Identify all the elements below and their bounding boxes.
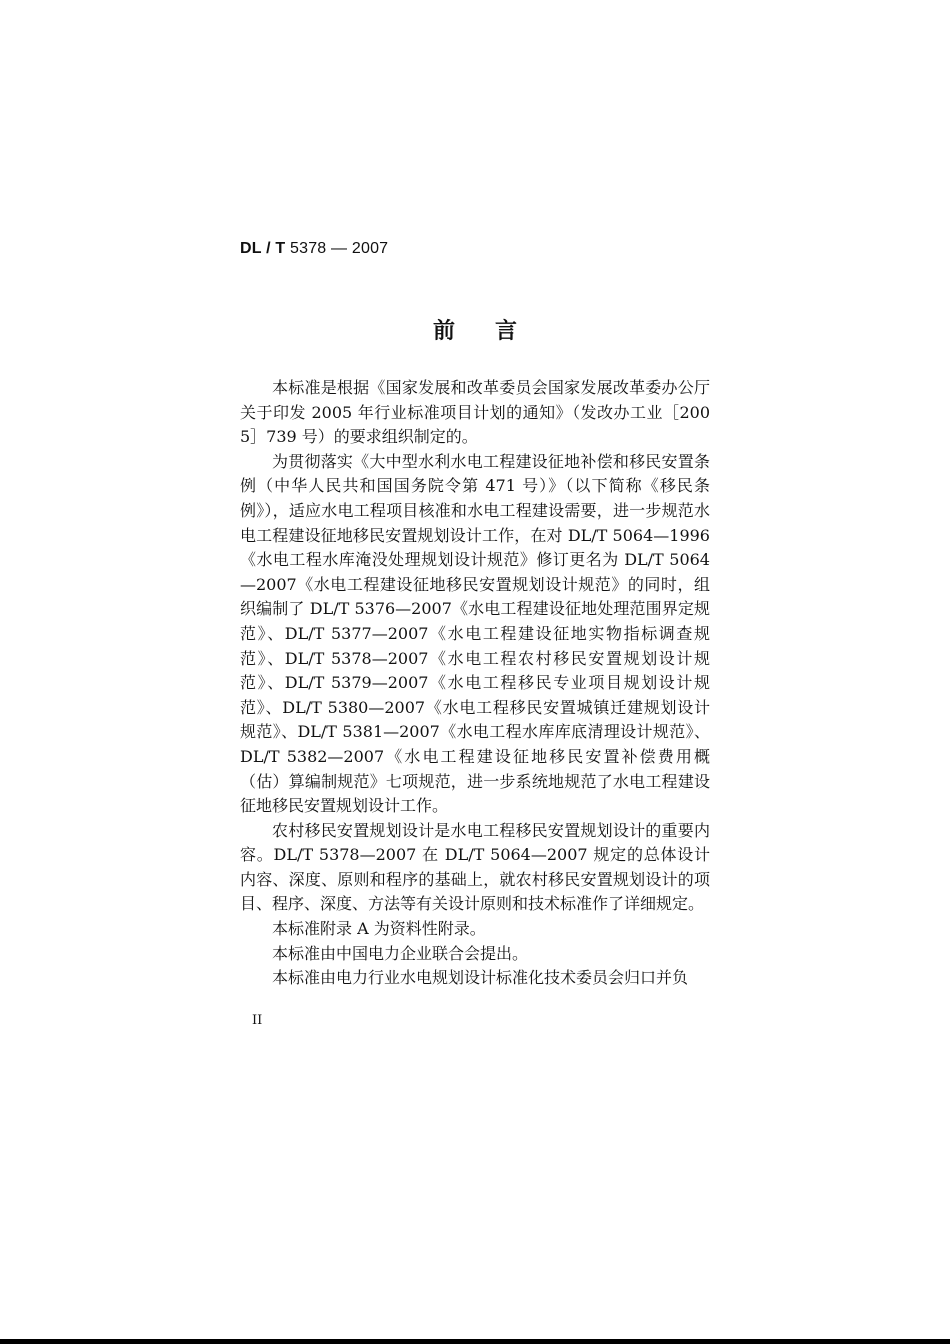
bottom-border: [0, 1339, 950, 1344]
paragraph-1: 本标准是根据《国家发展和改革委员会国家发展改革委办公厅关于印发 2005 年行业标准项目计划的通知》（发改办工业［2005］739 号）的要求组织制定的。: [240, 378, 710, 447]
paragraph-4: 本标准附录 A 为资料性附录。: [272, 919, 486, 939]
standard-prefix: DL / T: [240, 240, 286, 257]
document-body: [240, 376, 710, 991]
paragraph-5: 本标准由中国电力企业联合会提出。: [272, 943, 529, 963]
standard-number: 5378 — 2007: [285, 240, 389, 257]
paragraph-6: 本标准由电力行业水电规划设计标准化技术委员会归口并负: [272, 968, 689, 988]
page-number: II: [252, 1013, 263, 1028]
paragraph-2: 为贯彻落实《大中型水利水电工程建设征地补偿和移民安置条例（中华人民共和国国务院令第 471 号）》（以下简称《移民条例》），适应水电工程项目核准和水电工程建设需要，进一步规范水电工程建设征地移民安置规划设计工作，在对 DL/T 5064—1996《水电工程水库淹没处理规划设计规范》修订更名为 DL/T 5064—2007《水电工程建设征地移民安置规划设计规范》的同时，组织编制了 DL/T 5376—2007《水电工程建设征地处理范围界定规范》、DL/T 5377—2007《水电工程建设征地实物指标调查规范》、DL/T 5378—2007《水电工程农村移民安置规划设计规范》、DL/T 5379—2007《水电工程移民专业项目规划设计规范》、DL/T 5380—2007《水电工程移民安置城镇迁建规划设计规范》、DL/T 5381—2007《水电工程水库库底清理设计规范》、DL/T 5382—2007《水电工程建设征地移民安置补偿费用概（估）算编制规范》七项规范，进一步系统地规范了水电工程建设征地移民安置规划设计工作。: [240, 451, 710, 816]
page-title: 前言: [432, 319, 557, 344]
standard-code-header: [240, 240, 388, 258]
paragraph-3: 农村移民安置规划设计是水电工程移民安置规划设计的重要内容。DL/T 5378—2007 在 DL/T 5064—2007 规定的总体设计内容、深度、原则和程序的基础上，就农村移民安置规划设计的项目、程序、深度、方法等有关设计原则和技术标准作了详细规定。: [240, 820, 710, 914]
